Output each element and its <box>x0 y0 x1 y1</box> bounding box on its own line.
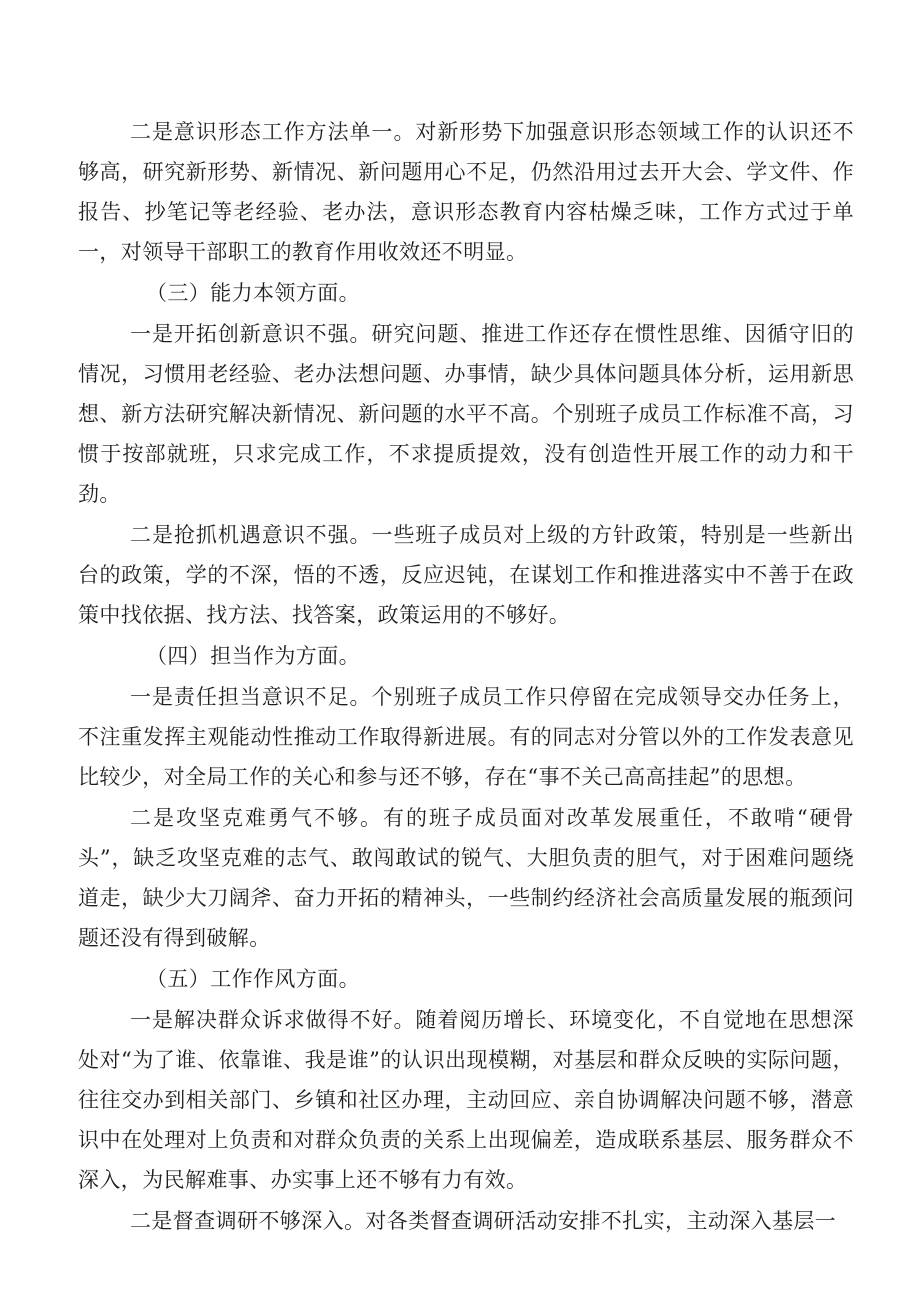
paragraph-opportunity: 二是抢抓机遇意识不强。一些班子成员对上级的方针政策，特别是一些新出台的政策，学的不深，悟的不透，反应迟钝，在谋划工作和推进落实中不善于在政策中找依据、找方法、找答案，政策运用的不够好。 <box>78 523 854 627</box>
document-page <box>78 112 854 1242</box>
paragraph-innovation: 一是开拓创新意识不强。研究问题、推进工作还存在惯性思维、因循守旧的情况，习惯用老经验、老办法想问题、办事情，缺少具体问题具体分析，运用新思想、新方法研究解决新情况、新问题的水平不高。个别班子成员工作标准不高，习惯于按部就班，只求完成工作，不求提质提效，没有创造性开展工作的动力和干劲。 <box>78 322 854 506</box>
paragraph-ideology-method: 二是意识形态工作方法单一。对新形势下加强意识形态领域工作的认识还不够高，研究新形势、新情况、新问题用心不足，仍然沿用过去开大会、学文件、作报告、抄笔记等老经验、老办法，意识形态教育内容枯燥乏味，工作方式过于单一，对领导干部职工的教育作用收效还不明显。 <box>78 120 854 264</box>
section-heading-responsibility: （四）担当作为方面。 <box>146 644 360 668</box>
paragraph-inspection: 二是督查调研不够深入。对各类督查调研活动安排不扎实，主动深入基层一 <box>130 1209 837 1233</box>
paragraph-public-demands: 一是解决群众诉求做得不好。随着阅历增长、环境变化，不自觉地在思想深处对“为了谁、依靠谁、我是谁”的认识出现模糊，对基层和群众反映的实际问题，往往交办到相关部门、乡镇和社区办理，主动回应、亲自协调解决问题不够，潜意识中在处理对上负责和对群众负责的关系上出现偏差，造成联系基层、服务群众不深入，为民解难事、办实事上还不够有力有效。 <box>78 1008 854 1192</box>
section-heading-work-style: （五）工作作风方面。 <box>146 967 360 991</box>
paragraph-responsibility: 一是责任担当意识不足。个别班子成员工作只停留在完成领导交办任务上，不注重发挥主观能动性推动工作取得新进展。有的同志对分管以外的工作发表意见比较少，对全局工作的关心和参与还不够，存在“事不关己高高挂起”的思想。 <box>78 685 854 789</box>
paragraph-courage: 二是攻坚克难勇气不够。有的班子成员面对改革发展重任，不敢啃“硬骨头”，缺乏攻坚克难的志气、敢闯敢试的锐气、大胆负责的胆气，对于困难问题绕道走，缺少大刀阔斧、奋力开拓的精神头，一些制约经济社会高质量发展的瓶颈问题还没有得到破解。 <box>78 806 854 950</box>
section-heading-ability: （三）能力本领方面。 <box>146 281 360 305</box>
